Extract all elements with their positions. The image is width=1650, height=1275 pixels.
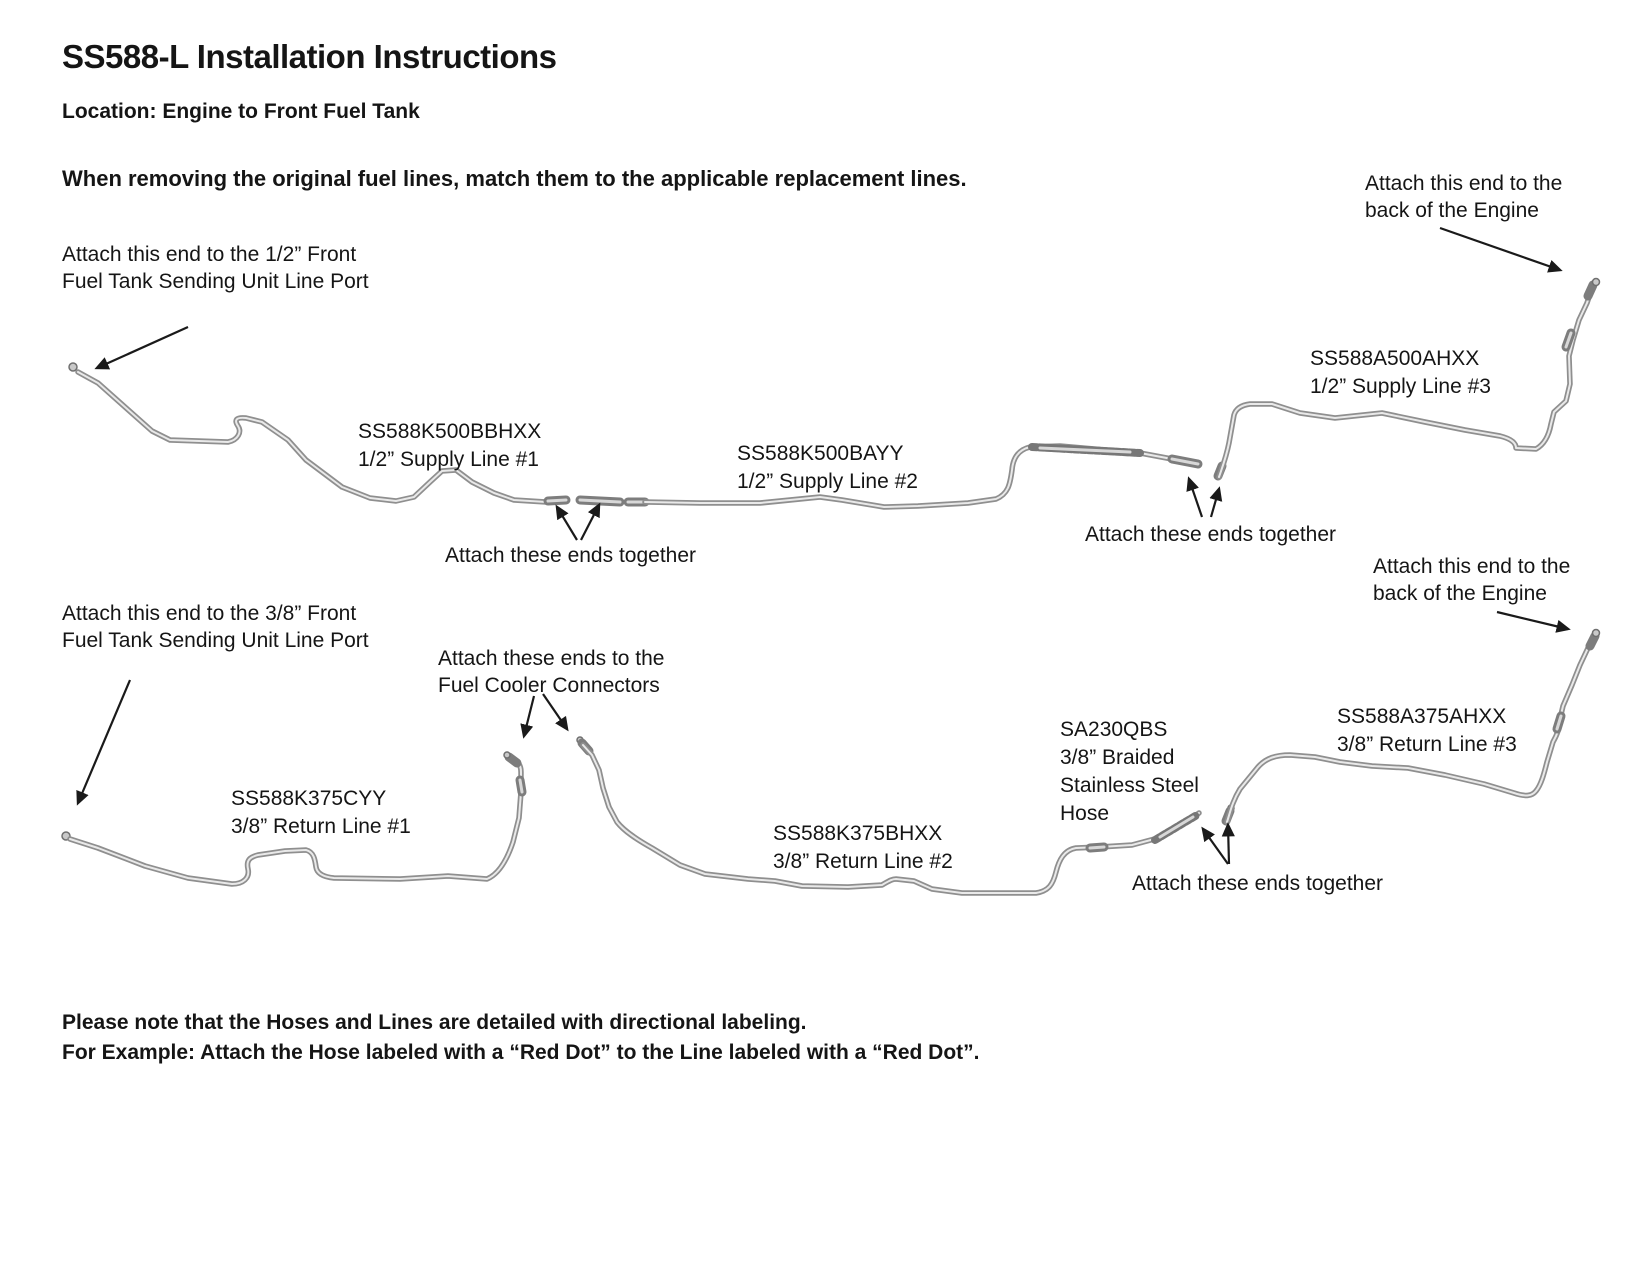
- arrow-supply2-coupling-right: [1211, 489, 1219, 517]
- annotation-line: Attach these ends together: [1085, 523, 1337, 546]
- annotation-line: Attach this end to the 1/2” Front: [62, 243, 357, 266]
- part-desc: 3/8” Return Line #2: [773, 850, 953, 873]
- annotation-line: Attach this end to the 3/8” Front: [62, 602, 357, 625]
- part-desc: Hose: [1060, 802, 1110, 825]
- warning-line: When removing the original fuel lines, match them to the applicable replacement lines.: [62, 166, 967, 191]
- annotation-attach-supply-1: [445, 542, 696, 569]
- note-line: Please note that the Hoses and Lines are detailed with directional labeling.: [62, 1011, 807, 1034]
- arrow-return-coupling-left: [1203, 829, 1228, 864]
- part-code: SS588K500BAYY: [737, 442, 904, 465]
- part-label-return-3: [1337, 703, 1517, 759]
- part-label-return-2: [773, 820, 953, 876]
- part-code: SS588K500BBHXX: [358, 420, 542, 443]
- annotation-top-left-port: [62, 241, 369, 295]
- annotation-line: back of the Engine: [1365, 199, 1539, 222]
- part-desc: Stainless Steel: [1060, 774, 1199, 797]
- part-code: SA230QBS: [1060, 718, 1168, 741]
- annotation-line: Fuel Tank Sending Unit Line Port: [62, 270, 369, 293]
- annotation-line: Attach these ends together: [1132, 872, 1384, 895]
- annotation-line: Attach these ends to the: [438, 647, 665, 670]
- annotation-bottom-left-port: [62, 600, 369, 654]
- part-label-supply-1: [358, 418, 541, 474]
- annotation-line: Attach these ends together: [445, 544, 697, 567]
- arrow-supply-coupling-right: [581, 505, 599, 540]
- part-label-supply-2: [737, 440, 918, 496]
- part-desc: 1/2” Supply Line #3: [1310, 375, 1491, 398]
- directional-labeling-note: [62, 1008, 980, 1068]
- callout-arrows: [78, 228, 1571, 864]
- arrow-bottom-right-engine: [1497, 612, 1568, 629]
- part-label-supply-3: [1310, 345, 1491, 401]
- arrow-cooler-right: [543, 694, 567, 729]
- arrow-top-left-port: [97, 327, 188, 368]
- annotation-bottom-right-engine: [1373, 553, 1570, 607]
- annotation-top-right-engine: [1365, 170, 1562, 224]
- annotation-line: back of the Engine: [1373, 582, 1547, 605]
- annotation-line: Fuel Tank Sending Unit Line Port: [62, 629, 369, 652]
- supply-coupling-connector: [580, 500, 645, 502]
- part-desc: 3/8” Return Line #1: [231, 815, 411, 838]
- part-label-hose: [1060, 716, 1199, 828]
- arrow-bottom-left-port: [78, 680, 130, 803]
- location-line: Location: Engine to Front Fuel Tank: [62, 100, 420, 123]
- annotation-fuel-cooler: [438, 645, 665, 699]
- arrow-top-right-engine: [1440, 228, 1560, 270]
- page-title: SS588-L Installation Instructions: [62, 38, 557, 75]
- part-code: SS588A375AHXX: [1337, 705, 1507, 728]
- annotation-attach-return: [1132, 870, 1383, 897]
- part-desc: 3/8” Return Line #3: [1337, 733, 1517, 756]
- part-desc: 3/8” Braided: [1060, 746, 1175, 769]
- part-desc: 1/2” Supply Line #1: [358, 448, 539, 471]
- part-label-return-1: [231, 785, 411, 841]
- part-code: SS588A500AHXX: [1310, 347, 1480, 370]
- annotation-line: Fuel Cooler Connectors: [438, 674, 660, 697]
- note-line: For Example: Attach the Hose labeled with a “Red Dot” to the Line labeled with a “Red Dot”.: [62, 1041, 980, 1064]
- arrow-cooler-left: [524, 696, 534, 736]
- arrow-supply-coupling-left: [557, 507, 577, 540]
- supply-line-2-path: [645, 446, 1198, 507]
- annotation-line: Attach this end to the: [1373, 555, 1571, 578]
- part-code: SS588K375BHXX: [773, 822, 943, 845]
- annotation-attach-supply-2: [1085, 521, 1336, 548]
- arrow-supply2-coupling-left: [1189, 479, 1202, 517]
- arrow-return-coupling-right: [1228, 825, 1229, 864]
- annotation-line: Attach this end to the: [1365, 172, 1563, 195]
- part-desc: 1/2” Supply Line #2: [737, 470, 918, 493]
- part-code: SS588K375CYY: [231, 787, 387, 810]
